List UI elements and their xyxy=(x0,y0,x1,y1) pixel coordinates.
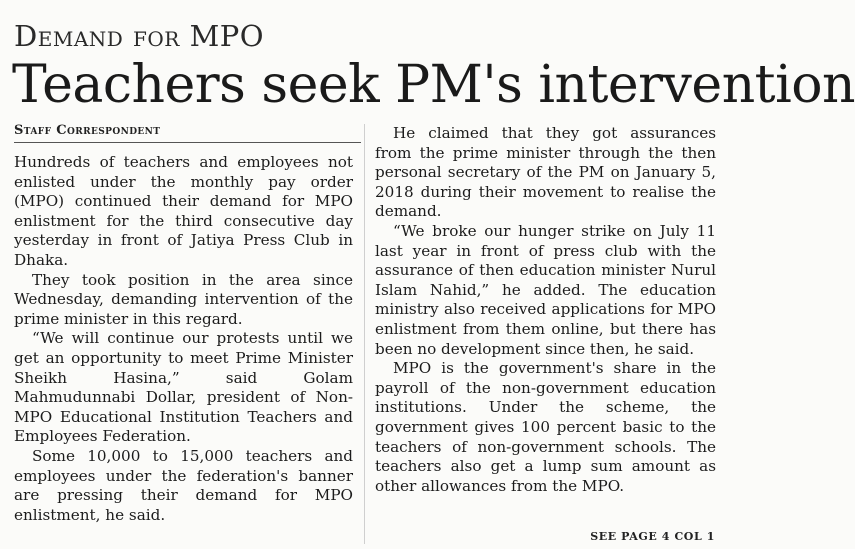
column-divider xyxy=(364,124,365,544)
paragraph: “We broke our hunger strike on July 11 last year in front of press club with the assurance of then education minister Nurul Islam Nahid,” he added. The education ministry also received applications for MPO enlistment from them online, but there has been no development since then, he said. xyxy=(375,221,716,358)
paragraph: Hundreds of teachers and employees not enlisted under the monthly pay order (MPO) continued their demand for MPO enlistment for the third consecutive day yesterday in front of Jatiya Press Club in Dhaka. xyxy=(14,153,353,269)
left-column xyxy=(14,153,353,525)
paragraph: “We will continue our protests until we get an opportunity to meet Prime Minister Sheikh Hasina,” said Golam Mahmudunnabi Dollar, president of Non-MPO Educational Institution Teachers and Employees Federation. xyxy=(14,329,353,446)
article-headline: Teachers seek PM's intervention xyxy=(12,55,855,115)
paragraph: Some 10,000 to 15,000 teachers and employees under the federation's banner are pressing their demand for MPO enlistment, he said. xyxy=(14,446,353,524)
continued-jump-line[interactable]: SEE PAGE 4 COL 1 xyxy=(590,530,715,543)
paragraph: He claimed that they got assurances from the prime minister through the then personal secretary of the PM on January 5, 2018 during their movement to realise the demand. xyxy=(375,124,716,221)
article-kicker: Demand for MPO xyxy=(14,19,265,53)
paragraph: MPO is the government's share in the payroll of the non-government education institutions. Under the scheme, the government gives 100 percent basic to the teachers of non-government schools. The teachers also get a lump sum amount as other allowances from the MPO. xyxy=(375,359,716,495)
right-column xyxy=(375,124,716,496)
byline-rule xyxy=(14,142,361,143)
byline: Staff Correspondent xyxy=(14,123,161,138)
paragraph: They took position in the area since Wednesday, demanding intervention of the prime minister in this regard. xyxy=(14,270,353,328)
